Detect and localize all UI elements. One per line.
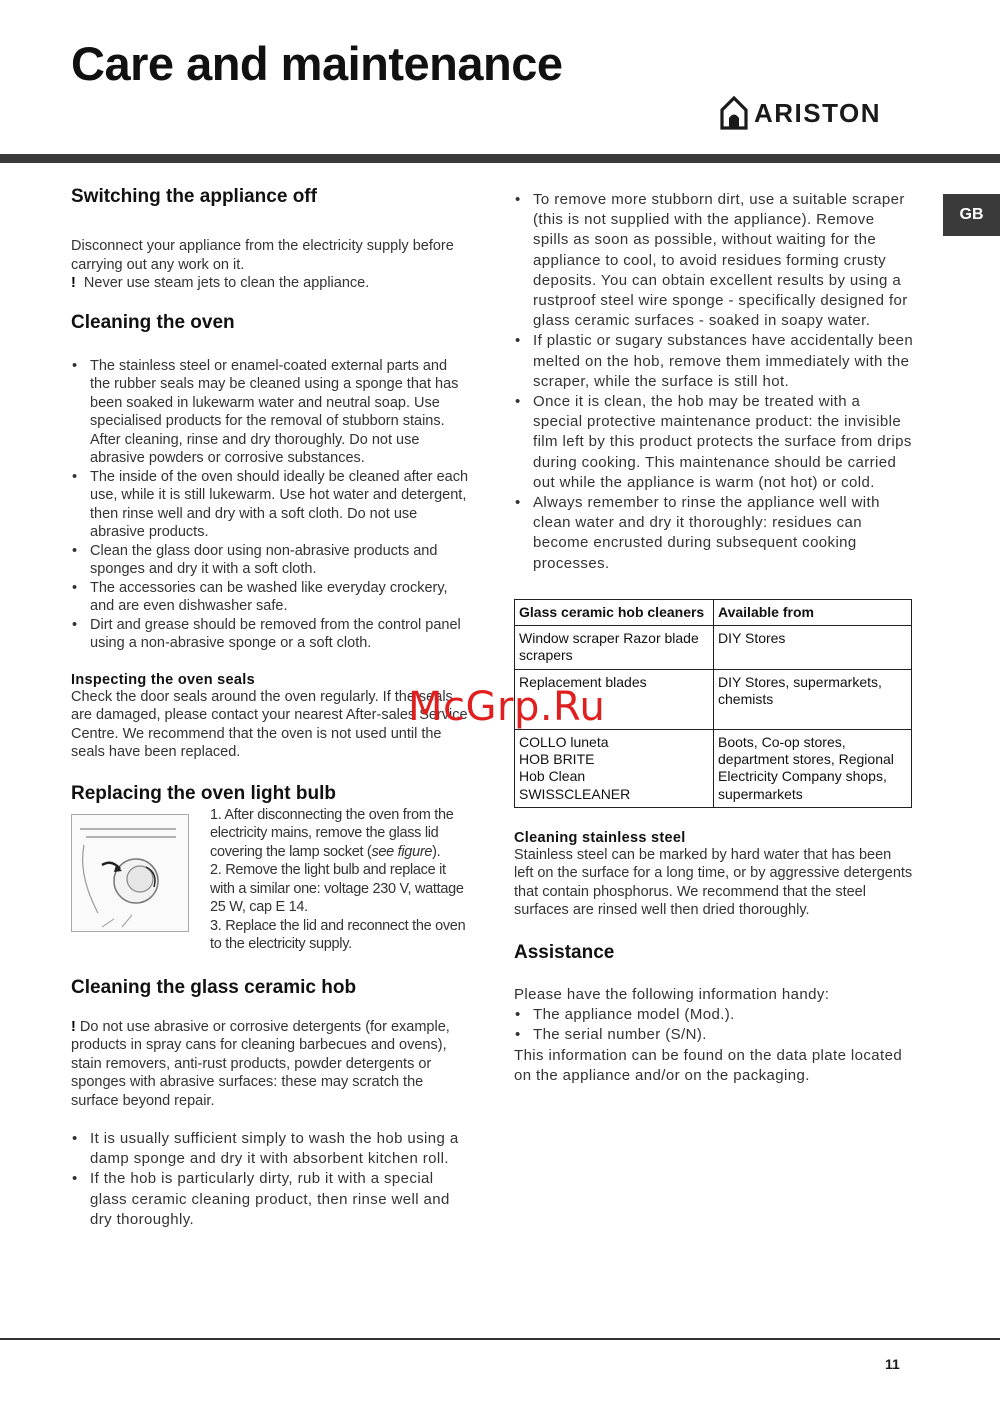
list-item: • If plastic or sugary substances have accidentally been melted on the hob, remove them immediately with the scraper, while the surface is still hot. — [514, 331, 914, 392]
oven-seals-text: Check the door seals around the oven regularly. If the seals are damaged, please contact your nearest After-sales Service Centre. We recommend that the oven is not used until the seals have been replaced. — [71, 688, 468, 760]
list-item: • The stainless steel or enamel-coated external parts and the rubber seals may be cleaned using a sponge that has been soaked in lukewarm water and neutral soap. Use specialised products for the removal of stubborn stains. After cleaning, rinse and dry thoroughly. Do not use abrasive powders or corrosive substances. — [71, 357, 471, 468]
bulb-step-2: 2. Remove the light bulb and replace it with a similar one: voltage 230 V, wattage 25 W, cap E 14. — [210, 862, 464, 915]
hob-list — [71, 1129, 471, 1230]
product-name: Hob Clean — [519, 768, 586, 785]
table-header: Glass ceramic hob cleaners — [515, 599, 714, 625]
list-item: • If the hob is particularly dirty, rub it with a special glass ceramic cleaning product, then rinse well and dry thoroughly. — [71, 1169, 471, 1230]
assistance-outro: This information can be found on the data plate located on the appliance and/or on the packaging. — [514, 1046, 903, 1084]
house-logo-icon — [720, 96, 748, 130]
list-item: • It is usually sufficient simply to wash the hob using a damp sponge and dry it with absorbent kitchen roll. — [71, 1129, 471, 1169]
table-row — [515, 626, 912, 670]
store-name: supermarkets — [718, 785, 803, 802]
table-header-row — [515, 599, 912, 625]
footer-rule — [0, 1338, 1000, 1340]
language-tab: GB — [943, 194, 1000, 236]
list-item: • The inside of the oven should ideally be cleaned after each use, while it is still lukewarm. Use hot water and detergent, then rinse well and dry with a soft cloth. Do not use abrasive products. — [71, 468, 471, 542]
table-row — [515, 729, 912, 807]
bulb-step-1 — [210, 806, 471, 862]
hob-list-continued — [514, 190, 914, 574]
section-heading-cleaning-oven: Cleaning the oven — [71, 311, 235, 333]
section-heading-light-bulb: Replacing the oven light bulb — [71, 782, 336, 804]
product-name: SWISSCLEANER — [519, 785, 631, 802]
lamp-socket-icon — [72, 815, 188, 931]
list-item: • The accessories can be washed like everyday crockery, and are even dishwasher safe. — [71, 579, 471, 616]
table-header: Available from — [714, 599, 912, 625]
page-title: Care and maintenance — [71, 37, 563, 90]
list-item: • Clean the glass door using non-abrasive products and sponges and dry it with a soft cloth. — [71, 542, 471, 579]
brand-logo — [720, 96, 881, 130]
list-item: • The appliance model (Mod.). — [514, 1005, 914, 1025]
see-figure-ref: see figure — [371, 843, 433, 860]
cleaning-oven-list — [71, 357, 471, 653]
right-column — [514, 190, 914, 1086]
list-item: • Once it is clean, the hob may be treated with a special protective maintenance product: the invisible film left by this product protects the surface from drips during cooking. This maintenance should be carried out while the appliance is warm (not hot) or cold. — [514, 392, 914, 493]
table-cell — [515, 729, 714, 807]
section-heading-switch-off: Switching the appliance off — [71, 186, 317, 207]
product-name: HOB BRITE — [519, 751, 595, 768]
header-rule — [0, 154, 1000, 163]
switch-off-warning — [71, 274, 471, 293]
warning-mark: ! — [71, 1018, 76, 1035]
warning-text: Never use steam jets to clean the appliance. — [83, 275, 370, 291]
section-heading-assistance: Assistance — [514, 941, 615, 963]
table-cell: Replacement blades — [515, 669, 714, 729]
subheading-oven-seals: Inspecting the oven seals — [71, 671, 255, 688]
subheading-stainless-steel: Cleaning stainless steel — [514, 829, 686, 846]
store-name: Boots, Co-op stores, — [718, 733, 846, 750]
hob-warning — [71, 1018, 471, 1111]
stainless-steel-text: Stainless steel can be marked by hard water that has been left on the surface for a long time, or by aggressive detergents that contain phosphorus. We recommend that the steel surfaces are rinsed well then dried thoroughly. — [514, 846, 913, 919]
brand-name: ARISTON — [754, 97, 882, 128]
light-bulb-section — [71, 806, 471, 954]
table-cell: Window scraper Razor blade scrapers — [515, 626, 714, 670]
light-bulb-steps — [210, 806, 471, 954]
list-item: • Always remember to rinse the appliance well with clean water and dry it thoroughly: residues can become encrusted during subsequent cooking processes. — [514, 493, 914, 574]
watermark: McGrp.Ru — [408, 684, 606, 730]
switch-off-text: Disconnect your appliance from the electricity supply before carrying out any work on it. — [71, 238, 454, 273]
table-cell — [714, 729, 912, 807]
list-item: • The serial number (S/N). — [514, 1025, 914, 1045]
warning-mark: ! — [71, 275, 76, 291]
list-item: • Dirt and grease should be removed from the control panel using a non-abrasive sponge or a soft cloth. — [71, 616, 471, 653]
product-name: COLLO luneta — [519, 733, 609, 750]
table-cell: DIY Stores — [714, 626, 912, 670]
hob-warning-text: Do not use abrasive or corrosive detergents (for example, products in spray cans for cleaning barbecues and ovens), stain removers, anti-rust products, powder detergents or sponges with abrasive surfaces: these may scratch the surface beyond repair. — [71, 1018, 450, 1109]
bulb-step-3: 3. Replace the lid and reconnect the oven to the electricity supply. — [210, 917, 466, 952]
bulb-step-1-end: ). — [432, 843, 441, 860]
section-heading-glass-hob: Cleaning the glass ceramic hob — [71, 976, 357, 998]
table-cell: DIY Stores, supermarkets, chemists — [714, 669, 912, 729]
assistance-intro: Please have the following information handy: — [514, 985, 830, 1003]
store-name: department stores, Regional — [718, 751, 894, 768]
lamp-socket-figure — [71, 814, 189, 932]
assistance-list — [514, 1005, 914, 1045]
list-item: • To remove more stubborn dirt, use a suitable scraper (this is not supplied with the appliance). Remove spills as soon as possible, without waiting for the appliance to cool, to avoid residues forming crusty deposits. You can obtain excellent results by using a rustproof steel wire sponge - specifically designed for glass ceramic surfaces - soaked in soapy water. — [514, 190, 914, 331]
page-number: 11 — [885, 1356, 900, 1372]
store-name: Electricity Company shops, — [718, 768, 887, 785]
bulb-step-1-text: 1. After disconnecting the oven from the electricity mains, remove the glass lid covering the lamp socket ( — [210, 806, 454, 860]
